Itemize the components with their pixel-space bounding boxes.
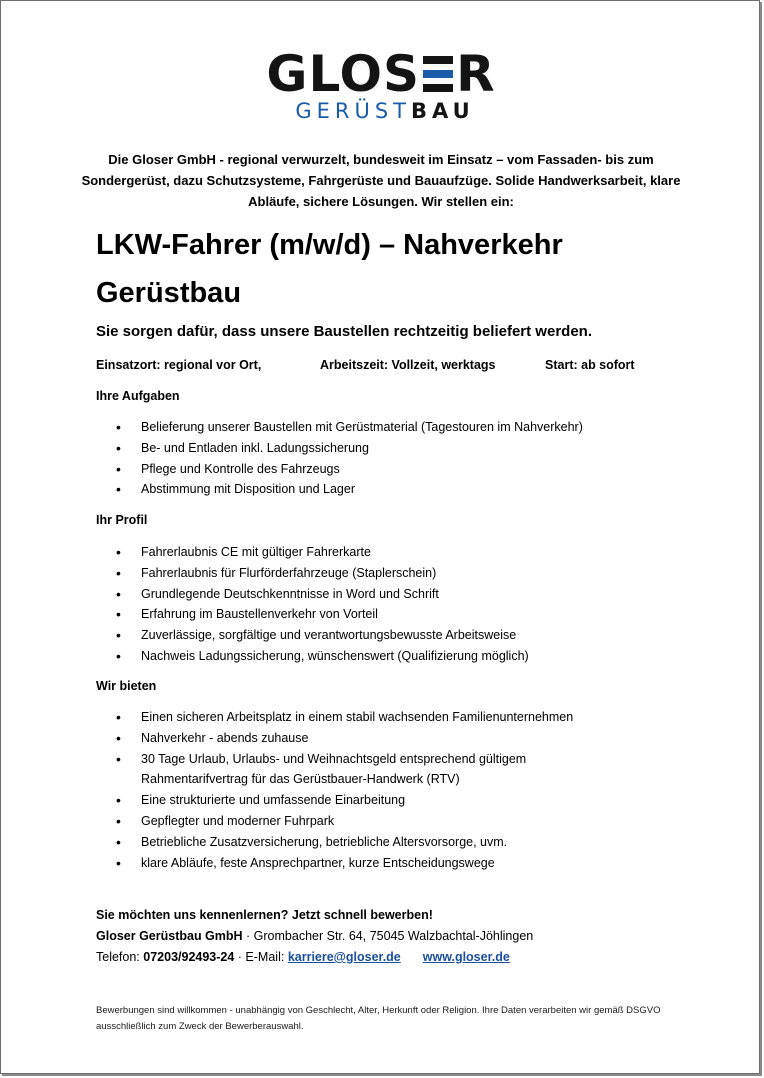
meta-worktime: Arbeitszeit: Vollzeit, werktags [320,358,496,372]
contact-cta: Sie möchten uns kennenlernen? Jetzt schnell bewerben! [96,908,433,922]
meta-location: Einsatzort: regional vor Ort, [96,358,262,372]
list-item: • Zuverlässige, sorgfältige und verantwortungsbewusste Arbeitsweise [116,625,529,646]
list-item: • Grundlegende Deutschkenntnisse in Word und Schrift [116,584,529,605]
job-title: LKW-Fahrer (m/w/d) – Nahverkehr Gerüstbau [96,229,563,309]
job-meta [96,358,635,372]
tasks-list [116,417,583,500]
list-item: • Einen sicheren Arbeitsplatz in einem stabil wachsenden Familienunternehmen [116,707,586,728]
offer-heading: Wir bieten [96,679,157,693]
profile-list [116,542,529,667]
list-item: • 30 Tage Urlaub, Urlaubs- und Weihnachtsgeld entsprechend gültigem Rahmentarifvertrag für das Gerüstbauer-Handwerk (RTV) [116,749,586,791]
intro-text: Die Gloser GmbH - regional verwurzelt, bundesweit im Einsatz – vom Fassaden- bis zum Sondergerüst, dazu Schutzsysteme, Fahrgerüste und Bauaufzüge. Solide Handwerksarbeit, klare Abläufe, sichere Lösungen. Wir stellen ein: [81,152,681,209]
email-link[interactable]: karriere@gloser.de [287,950,401,964]
contact-block [96,905,533,968]
logo-subline [1,99,761,123]
list-item: • Abstimmung mit Disposition und Lager [116,479,583,500]
logo-sub-dark: BAU [411,99,475,123]
list-item: • Eine strukturierte und umfassende Einarbeitung [116,790,586,811]
phone-label: Telefon: [96,950,144,964]
list-item: • Fahrerlaubnis CE mit gültiger Fahrerkarte [116,542,529,563]
logo-text-right: R [456,45,496,103]
list-item: • Be- und Entladen inkl. Ladungssicherung [116,438,583,459]
logo-e-bars-icon [423,56,453,92]
company-name: Gloser Gerüstbau GmbH [96,929,243,943]
logo-sub-blue: GERÜST [295,99,411,123]
company-address: · Grombacher Str. 64, 75045 Walzbachtal-Jöhlingen [242,929,534,943]
footer-disclaimer: Bewerbungen sind willkommen - unabhängig von Geschlecht, Alter, Herkunft oder Religion. Ihre Daten verarbeiten wir gemäß DSGVO ausschließlich zum Zweck der Bewerberauswahl. [96,1005,661,1032]
meta-start: Start: ab sofort [545,358,635,372]
list-item: • Gepflegter und moderner Fuhrpark [116,811,586,832]
list-item: • Erfahrung im Baustellenverkehr von Vorteil [116,604,529,625]
profile-heading: Ihr Profil [96,513,148,527]
list-item: • Belieferung unserer Baustellen mit Gerüstmaterial (Tagestouren im Nahverkehr) [116,417,583,438]
list-item: • Fahrerlaubnis für Flurförderfahrzeuge (Staplerschein) [116,563,529,584]
email-label: · E-Mail: [234,950,288,964]
list-item: • Betriebliche Zusatzversicherung, betriebliche Altersvorsorge, uvm. [116,832,586,853]
list-item: • Nahverkehr - abends zuhause [116,728,586,749]
tasks-heading: Ihre Aufgaben [96,389,180,403]
list-item: • Pflege und Kontrolle des Fahrzeugs [116,459,583,480]
gloser-logo [1,45,761,123]
list-item: • klare Abläufe, feste Ansprechpartner, kurze Entscheidungswege [116,853,586,874]
list-item: • Nachweis Ladungssicherung, wünschenswert (Qualifizierung möglich) [116,646,529,667]
lead-text: Sie sorgen dafür, dass unsere Baustellen rechtzeitig beliefert werden. [96,323,592,340]
logo-wordmark [266,45,496,103]
offer-list [116,707,586,873]
website-link[interactable]: www.gloser.de [422,950,510,964]
logo-text-left: GLOS [266,45,421,103]
phone-number: 07203/92493-24 [143,950,235,964]
